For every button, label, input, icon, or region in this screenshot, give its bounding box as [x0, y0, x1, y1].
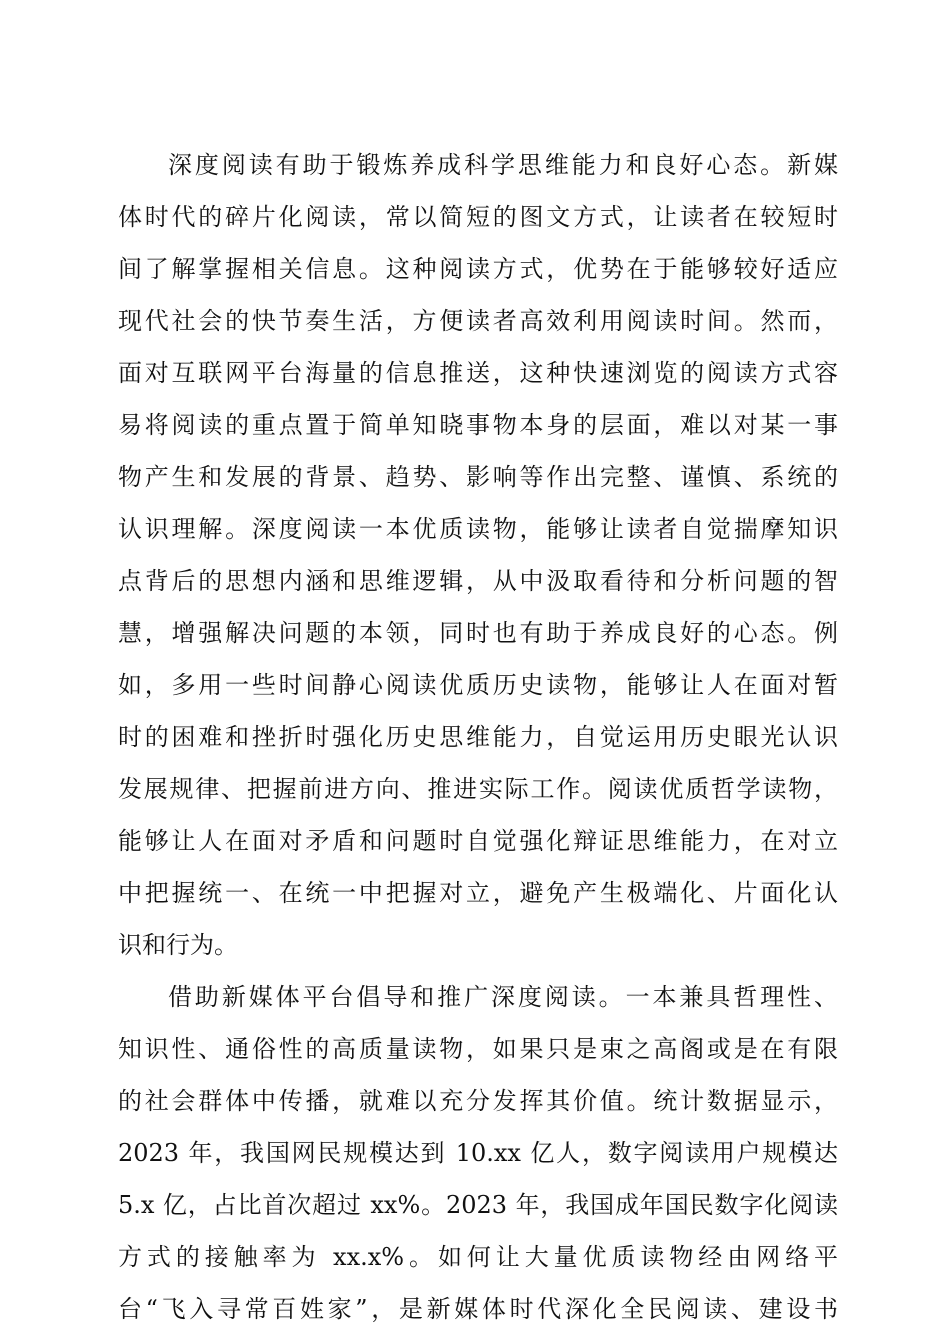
paragraph-line: 知识性、通俗性的高质量读物，如果只是束之高阁或是在有限 [118, 1035, 838, 1063]
paragraph-line: 易将阅读的重点置于简单知晓事物本身的层面，难以对某一事 [118, 411, 838, 439]
paragraph-line: 2023 年，我国网民规模达到 10.xx 亿人，数字阅读用户规模达 [118, 1139, 838, 1167]
paragraph-line: 时的困难和挫折时强化历史思维能力，自觉运用历史眼光认识 [118, 723, 838, 751]
paragraph-line: 慧，增强解决问题的本领，同时也有助于养成良好的心态。例 [118, 619, 838, 647]
paragraph-line: 体时代的碎片化阅读，常以简短的图文方式，让读者在较短时 [118, 203, 838, 231]
document-body [118, 139, 838, 1335]
paragraph-line: 能够让人在面对矛盾和问题时自觉强化辩证思维能力，在对立 [118, 827, 838, 855]
paragraph-line: 5.x 亿，占比首次超过 xx%。2023 年，我国成年国民数字化阅读 [118, 1191, 838, 1219]
paragraph-line: 间了解掌握相关信息。这种阅读方式，优势在于能够较好适应 [118, 255, 838, 283]
paragraph-line: 识和行为。 [118, 931, 238, 959]
paragraph-line: 如，多用一些时间静心阅读优质历史读物，能够让人在面对暂 [118, 671, 838, 699]
paragraph-2 [118, 971, 838, 1335]
paragraph-line: 认识理解。深度阅读一本优质读物，能够让读者自觉揣摩知识 [118, 515, 838, 543]
paragraph-line: 台“飞入寻常百姓家”，是新媒体时代深化全民阅读、建设书 [118, 1295, 838, 1323]
paragraph-line: 中把握统一、在统一中把握对立，避免产生极端化、片面化认 [118, 879, 838, 907]
paragraph-1 [118, 139, 838, 971]
paragraph-line: 发展规律、把握前进方向、推进实际工作。阅读优质哲学读物， [118, 775, 838, 803]
paragraph-line: 现代社会的快节奏生活，方便读者高效利用阅读时间。然而， [118, 307, 838, 335]
paragraph-line: 方式的接触率为 xx.x%。如何让大量优质读物经由网络平 [118, 1243, 838, 1271]
paragraph-line: 面对互联网平台海量的信息推送，这种快速浏览的阅读方式容 [118, 359, 838, 387]
paragraph-line: 点背后的思想内涵和思维逻辑，从中汲取看待和分析问题的智 [118, 567, 838, 595]
paragraph-line: 借助新媒体平台倡导和推广深度阅读。一本兼具哲理性、 [168, 983, 838, 1011]
paragraph-line: 的社会群体中传播，就难以充分发挥其价值。统计数据显示， [118, 1087, 838, 1115]
paragraph-line: 物产生和发展的背景、趋势、影响等作出完整、谨慎、系统的 [118, 463, 838, 491]
paragraph-line: 深度阅读有助于锻炼养成科学思维能力和良好心态。新媒 [168, 151, 838, 179]
